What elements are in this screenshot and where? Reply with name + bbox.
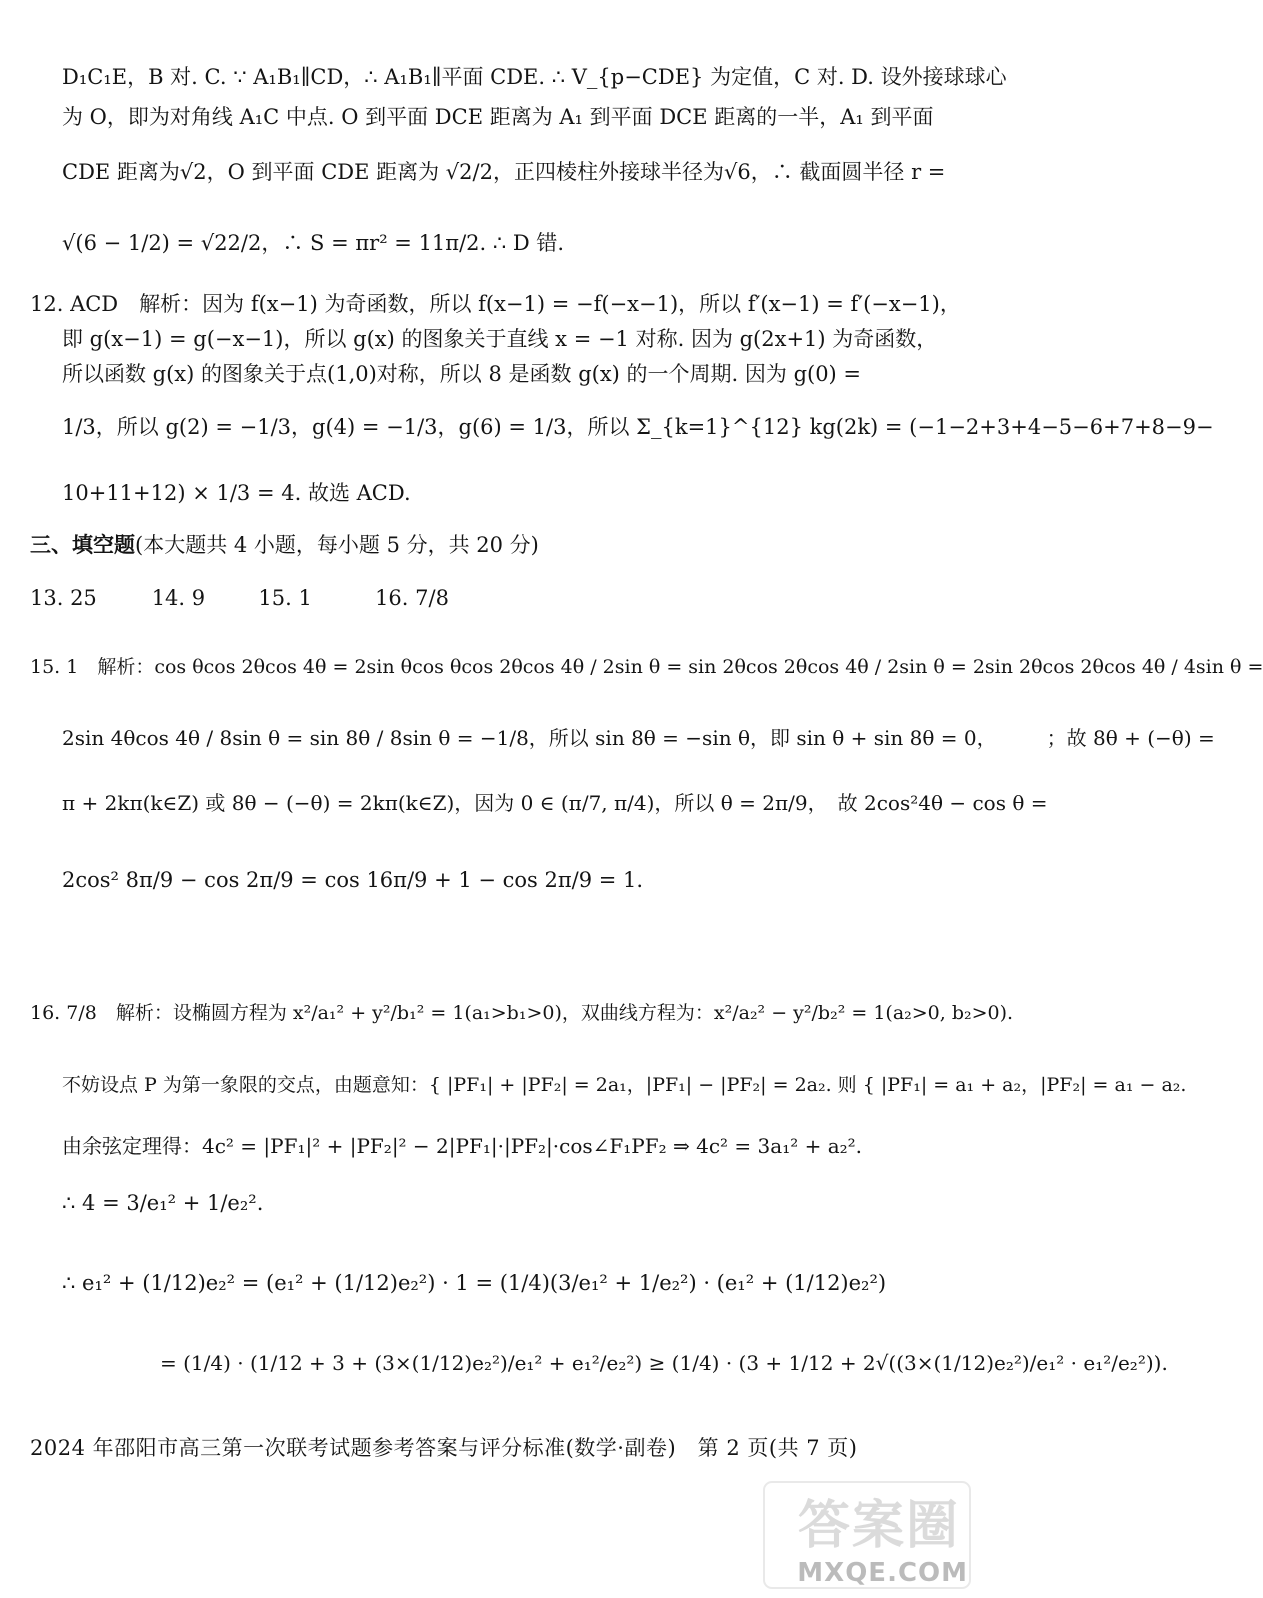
q16-line-5: ∴ e₁² + (1/12)e₂² = (e₁² + (1/12)e₂²) · 1 = (1/4)(3/e₁² + 1/e₂²) · (e₁² + (1/12)e₂²) (62, 1271, 887, 1295)
q16-line-4: ∴ 4 = 3/e₁² + 1/e₂². (62, 1191, 264, 1215)
answer-16: 16. 7/8 (375, 586, 449, 610)
q15-line-4: 2cos² 8π/9 − cos 2π/9 = cos 16π/9 + 1 − cos 2π/9 = 1. (62, 868, 644, 892)
q16-line-3: 由余弦定理得：4c² = |PF₁|² + |PF₂|² − 2|PF₁|·|PF₂|·cos∠F₁PF₂ ⇒ 4c² = 3a₁² + a₂². (62, 1134, 863, 1158)
q16-line-1: 16. 7/8 解析：设椭圆方程为 x²/a₁² + y²/b₁² = 1(a₁>b₁>0)，双曲线方程为：x²/a₂² − y²/b₂² = 1(a₂>0, b₂>0). (30, 1002, 1014, 1024)
answer-13: 13. 25 (30, 586, 97, 610)
q12-line-4: 1/3，所以 g(2) = −1/3，g(4) = −1/3，g(6) = 1/3，所以 Σ_{k=1}^{12} kg(2k) = (−1−2+3+4−5−6+7+8−9− (62, 415, 1214, 439)
q16-line-6: = (1/4) · (1/12 + 3 + (3×(1/12)e₂²)/e₁² + e₁²/e₂²) ≥ (1/4) · (3 + 1/12 + 2√((3×(1/12)e₂²)/e₁² · e₁²/e₂²)). (160, 1351, 1168, 1375)
q12-line-2: 即 g(x−1) = g(−x−1)，所以 g(x) 的图象关于直线 x = −1 对称. 因为 g(2x+1) 为奇函数， (62, 327, 938, 351)
q15-line-1: 15. 1 解析：cos θcos 2θcos 4θ = 2sin θcos θcos 2θcos 4θ / 2sin θ = sin 2θcos 2θcos 4θ / 2sin θ = 2sin 2θcos 2θcos 4θ / 4sin θ = (30, 656, 1263, 678)
section-heading (30, 530, 930, 560)
page-footer: 2024 年邵阳市高三第一次联考试题参考答案与评分标准(数学·副卷) 第 2 页(共 7 页) (30, 1436, 858, 1460)
answer-15: 15. 1 (258, 586, 312, 610)
section-note: (本大题共 4 小题，每小题 5 分，共 20 分) (135, 533, 539, 557)
q12-line-1: 12. ACD 解析：因为 f(x−1) 为奇函数，所以 f(x−1) = −f(−x−1)，所以 f′(x−1) = f′(−x−1)， (30, 292, 961, 316)
q12-line-5: 10+11+12) × 1/3 = 4. 故选 ACD. (62, 481, 411, 505)
line-2: 为 O，即为对角线 A₁C 中点. O 到平面 DCE 距离为 A₁ 到平面 DCE 距离的一半，A₁ 到平面 (62, 105, 934, 129)
answer-14: 14. 9 (151, 586, 206, 610)
line-1: D₁C₁E，B 对. C. ∵ A₁B₁∥CD，∴ A₁B₁∥平面 CDE. ∴ V_{p−CDE} 为定值，C 对. D. 设外接球球心 (62, 65, 1007, 89)
watermark-brand: 答案圈 (797, 1496, 960, 1556)
answer-row (30, 583, 630, 613)
line-4: √(6 − 1/2) = √22/2，∴ S = πr² = 11π/2. ∴ D 错. (62, 231, 565, 255)
section-title: 三、填空题 (30, 533, 135, 557)
q15-line-3: π + 2kπ(k∈Z) 或 8θ − (−θ) = 2kπ(k∈Z)，因为 0 ∈ (π/7, π/4)，所以 θ = 2π/9， 故 2cos²4θ − cos θ = (62, 791, 1048, 815)
q15-line-2: 2sin 4θcos 4θ / 8sin θ = sin 8θ / 8sin θ = −1/8，所以 sin 8θ = −sin θ，即 sin θ + sin 8θ = 0， ；故 8θ + (−θ) = (62, 726, 1215, 750)
q12-line-3: 所以函数 g(x) 的图象关于点(1,0)对称，所以 8 是函数 g(x) 的一个周期. 因为 g(0) = (62, 362, 862, 386)
q16-line-2: 不妨设点 P 为第一象限的交点，由题意知：{ |PF₁| + |PF₂| = 2a₁，|PF₁| − |PF₂| = 2a₂. 则 { |PF₁| = a₁ + a₂，|PF₂| = a₁ − a₂. (62, 1074, 1187, 1096)
line-3: CDE 距离为√2，O 到平面 CDE 距离为 √2/2，正四棱柱外接球半径为√6，∴ 截面圆半径 r = (62, 160, 946, 184)
watermark-url: MXQE.COM (797, 1558, 968, 1588)
